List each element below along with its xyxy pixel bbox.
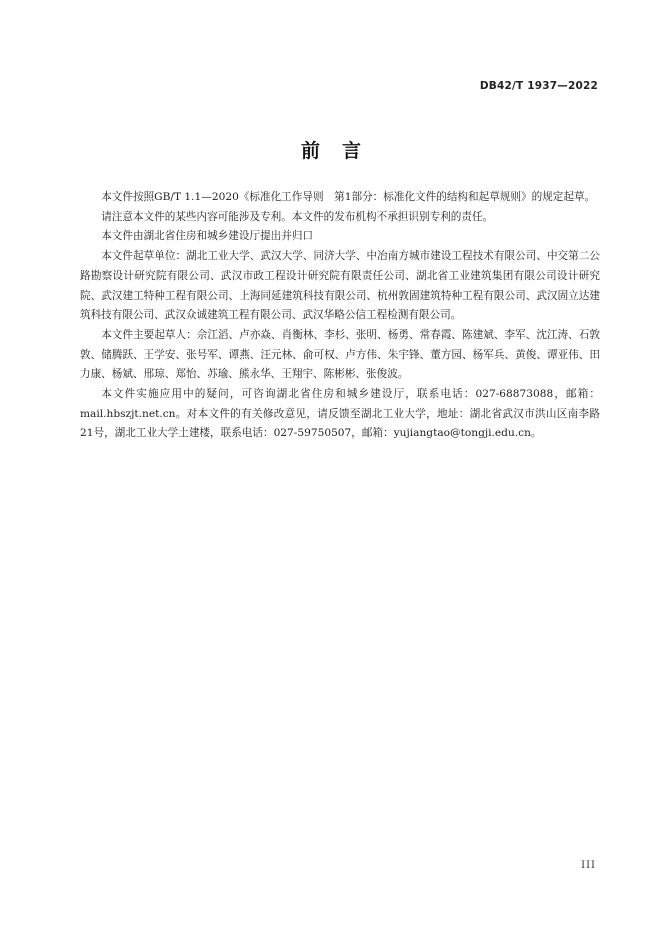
paragraph-patent-notice: 请注意本文件的某些内容可能涉及专利。本文件的发布机构不承担识别专利的责任。 bbox=[101, 210, 494, 223]
paragraph-proposer: 本文件由湖北省住房和城乡建设厅提出并归口 bbox=[101, 230, 314, 243]
foreword-body bbox=[80, 188, 600, 444]
paragraph-contact-info: 本文件实施应用中的疑问，可咨询湖北省住房和城乡建设厅，联系电话：027-68873088，邮箱：mail.hbszjt.net.cn。对本文件的有关修改意见，请反馈至湖北工业大学，地址：湖北省武汉市洪山区南李路21号，湖北工业大学土建楼，联系电话：027-59750507，邮箱：yujiangtao@tongji.edu.cn。 bbox=[80, 388, 600, 440]
page-title: 前言 bbox=[300, 140, 383, 162]
paragraph-drafters: 本文件主要起草人：佘江滔、卢亦焱、肖衡林、李杉、张明、杨勇、常春霞、陈建斌、李军、沈江涛、石敦敦、储腾跃、王学安、张号军、谭燕、汪元林、俞可权、卢方伟、朱宇锋、董方园、杨军兵、黄俊、谭亚伟、田力康、杨斌、邢琼、郑怡、苏瑜、熊永华、王翔宇、陈彬彬、张俊波。 bbox=[80, 328, 600, 381]
paragraph-drafting-rules: 本文件按照GB/T 1.1—2020《标准化工作导则 第1部分：标准化文件的结构和起草规则》的规定起草。 bbox=[101, 191, 596, 203]
page-number: III bbox=[581, 860, 596, 871]
paragraph-drafting-units: 本文件起草单位：湖北工业大学、武汉大学、同济大学、中冶南方城市建设工程技术有限公司、中交第二公路勘察设计研究院有限公司、武汉市政工程设计研究院有限责任公司、湖北省工业建筑集团有限公司设计研究院、武汉建工特种工程有限公司、上海同延建筑科技有限公司、杭州敦固建筑特种工程有限公司、武汉固立达建筑科技有限公司、武汉众诚建筑工程有限公司、武汉华略公信工程检测有限公司。 bbox=[80, 250, 600, 322]
document-code: DB42/T 1937—2022 bbox=[479, 80, 598, 92]
